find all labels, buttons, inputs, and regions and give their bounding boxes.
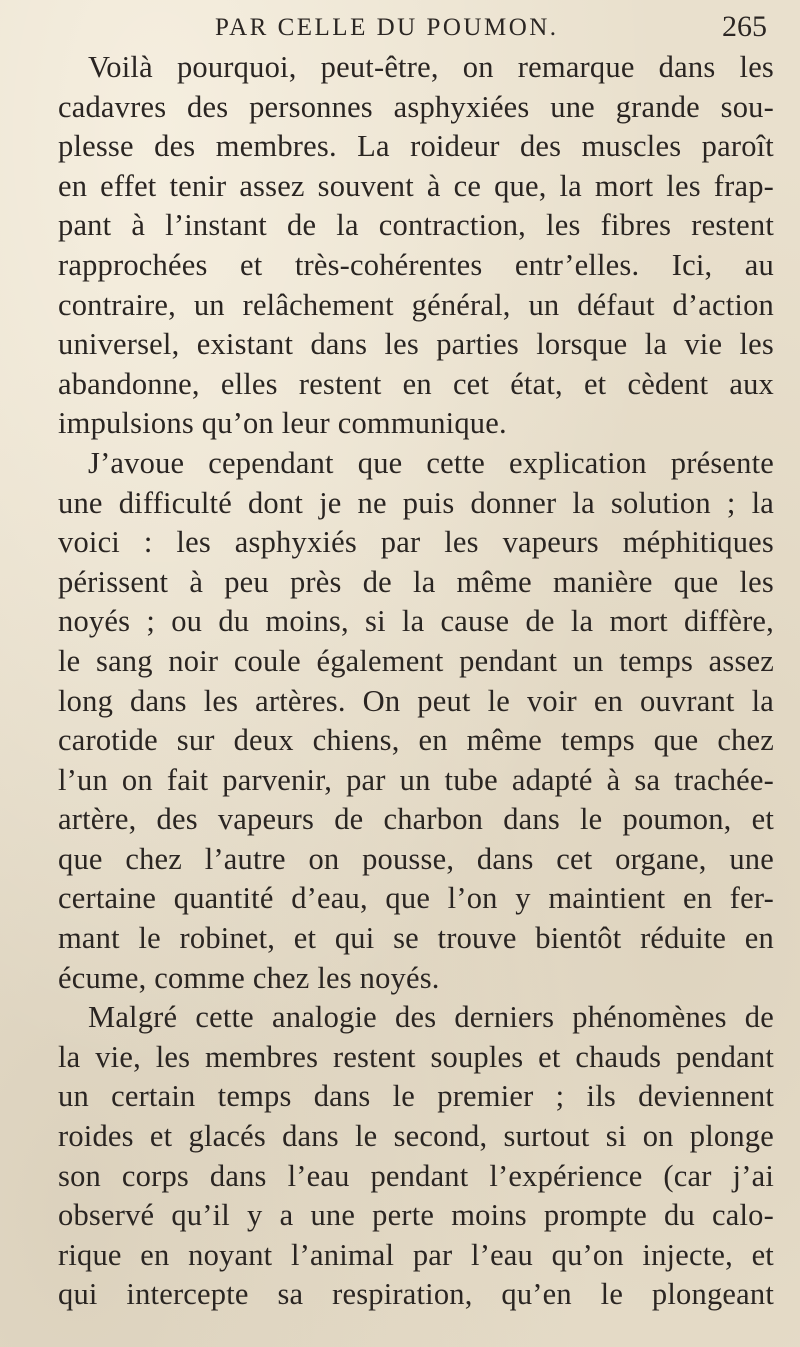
text-line: mant le robinet, et qui se trouve bientôt réduite en bbox=[58, 921, 774, 956]
text-line: pant à l’instant de la contraction, les fibres restent bbox=[58, 208, 774, 243]
text-line: une difficulté dont je ne puis donner la solution ; la bbox=[58, 485, 774, 520]
text-line: certaine quantité d’eau, que l’on y maintient en fer- bbox=[58, 881, 774, 916]
text-line: noyés ; ou du moins, si la cause de la mort diffère, bbox=[58, 604, 774, 639]
text-line: que chez l’autre on pousse, dans cet organe, une bbox=[58, 841, 774, 876]
text-line: plesse des membres. La roideur des muscles paroît bbox=[58, 129, 774, 164]
text-line: voici : les asphyxiés par les vapeurs méphitiques bbox=[58, 525, 774, 560]
running-head bbox=[215, 6, 775, 50]
text-line: le sang noir coule également pendant un temps assez bbox=[58, 643, 774, 678]
text-line: son corps dans l’eau pendant l’expérience (car j’ai bbox=[58, 1158, 774, 1193]
text-line: en effet tenir assez souvent à ce que, la mort les frap- bbox=[58, 168, 774, 203]
text-line: contraire, un relâchement général, un défaut d’action bbox=[58, 287, 774, 322]
text-line: Voilà pourquoi, peut-être, on remarque dans les bbox=[88, 50, 774, 84]
text-line: rique en noyant l’animal par l’eau qu’on injecte, et bbox=[58, 1237, 774, 1272]
body-text bbox=[58, 48, 774, 1315]
text-line: la vie, les membres restent souples et chauds pendant bbox=[58, 1039, 774, 1074]
text-line: universel, existant dans les parties lorsque la vie les bbox=[58, 327, 774, 362]
text-line: carotide sur deux chiens, en même temps que chez bbox=[58, 723, 774, 758]
text-line: l’un on fait parvenir, par un tube adapté à sa trachée- bbox=[58, 762, 774, 797]
page-number: 265 bbox=[722, 10, 767, 43]
paragraph-3 bbox=[58, 998, 774, 1315]
text-line: artère, des vapeurs de charbon dans le poumon, et bbox=[58, 802, 774, 837]
text-line: impulsions qu’on leur communique. bbox=[58, 406, 507, 441]
text-line: J’avoue cependant que cette explication présente bbox=[88, 445, 774, 480]
text-line: qui intercepte sa respiration, qu’en le plongeant bbox=[58, 1277, 774, 1312]
text-line: un certain temps dans le premier ; ils deviennent bbox=[58, 1079, 774, 1114]
text-line: écume, comme chez les noyés. bbox=[58, 960, 440, 995]
paragraph-2 bbox=[58, 444, 774, 998]
text-line: observé qu’il y a une perte moins prompte du calo- bbox=[58, 1198, 774, 1233]
paragraph-1 bbox=[58, 48, 774, 444]
text-line: abandonne, elles restent en cet état, et cèdent aux bbox=[58, 366, 774, 401]
text-line: périssent à peu près de la même manière que les bbox=[58, 564, 774, 599]
text-line: rapprochées et très-cohérentes entr’elles. Ici, au bbox=[58, 247, 774, 282]
text-line: Malgré cette analogie des derniers phénomènes de bbox=[88, 1000, 774, 1035]
running-title: PAR CELLE DU POUMON. bbox=[215, 14, 559, 41]
text-line: cadavres des personnes asphyxiées une grande sou- bbox=[58, 89, 774, 124]
text-line: long dans les artères. On peut le voir en ouvrant la bbox=[58, 683, 774, 718]
text-line: roides et glacés dans le second, surtout si on plonge bbox=[58, 1119, 774, 1154]
